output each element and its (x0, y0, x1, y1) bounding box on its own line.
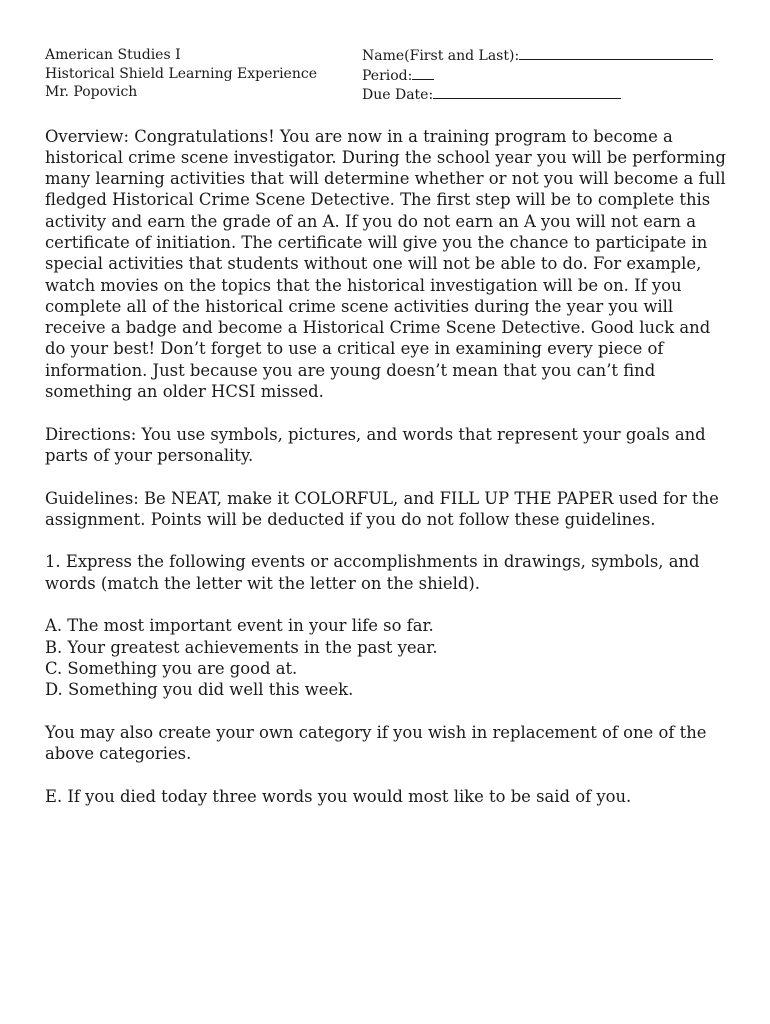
assignment-title: Historical Shield Learning Experience (45, 65, 317, 82)
list-item-a: A. The most important event in your life so far. (45, 616, 434, 636)
due-date-label: Due Date: (362, 87, 434, 103)
item-e-paragraph: E. If you died today three words you would most like to be said of you. (45, 786, 632, 806)
due-date-field (362, 85, 735, 105)
step-one-paragraph: 1. Express the following events or accomplishments in drawings, symbols, and words (match the letter wit the letter on the shield). (45, 552, 700, 593)
period-label: Period: (362, 67, 413, 84)
name-field (362, 46, 735, 66)
category-list (45, 615, 735, 700)
list-item-b: B. Your greatest achievements in the past year. (45, 637, 438, 657)
teacher-name: Mr. Popovich (45, 84, 138, 100)
directions-paragraph: Directions: You use symbols, pictures, and words that represent your goals and parts of your personality. (45, 424, 706, 465)
document-body (45, 126, 735, 808)
course-name: American Studies I (45, 47, 181, 63)
name-label: Name(First and Last): (362, 48, 520, 64)
period-field (362, 66, 735, 86)
list-item-d: D. Something you did well this week. (45, 680, 354, 700)
due-date-blank[interactable] (433, 85, 621, 99)
overview-paragraph: Overview: Congratulations! You are now in a training program to become a historical crime scene investigator. During the school year you will be performing many learning activities that will determine whether or not you will become a full fledged Historical Crime Scene Detective. The first step will be to complete this activity and earn the grade of an A. If you do not earn an A you will not earn a certificate of initiation. The certificate will give you the chance to participate in special activities that students without one will not be able to do. For example, watch movies on the topics that the historical investigation will be on. If you complete all of the historical crime scene activities during the year you will receive a badge and become a Historical Crime Scene Detective. Good luck and do your best! Don’t forget to use a critical eye in examining every piece of information. Just because you are young doesn’t mean that you can’t find something an older HCSI missed. (45, 126, 726, 402)
document-page (45, 46, 735, 828)
guidelines-paragraph: Guidelines: Be NEAT, make it COLORFUL, and FILL UP THE PAPER used for the assignment. Points will be deducted if you do not follow these guidelines. (45, 488, 719, 529)
own-category-paragraph: You may also create your own category if you wish in replacement of one of the above categories. (45, 722, 707, 764)
student-fields (362, 46, 735, 105)
name-blank[interactable] (519, 46, 713, 60)
list-item-c: C. Something you are good at. (45, 658, 298, 678)
header (45, 46, 735, 105)
course-info (45, 46, 362, 105)
period-blank[interactable] (412, 66, 434, 80)
